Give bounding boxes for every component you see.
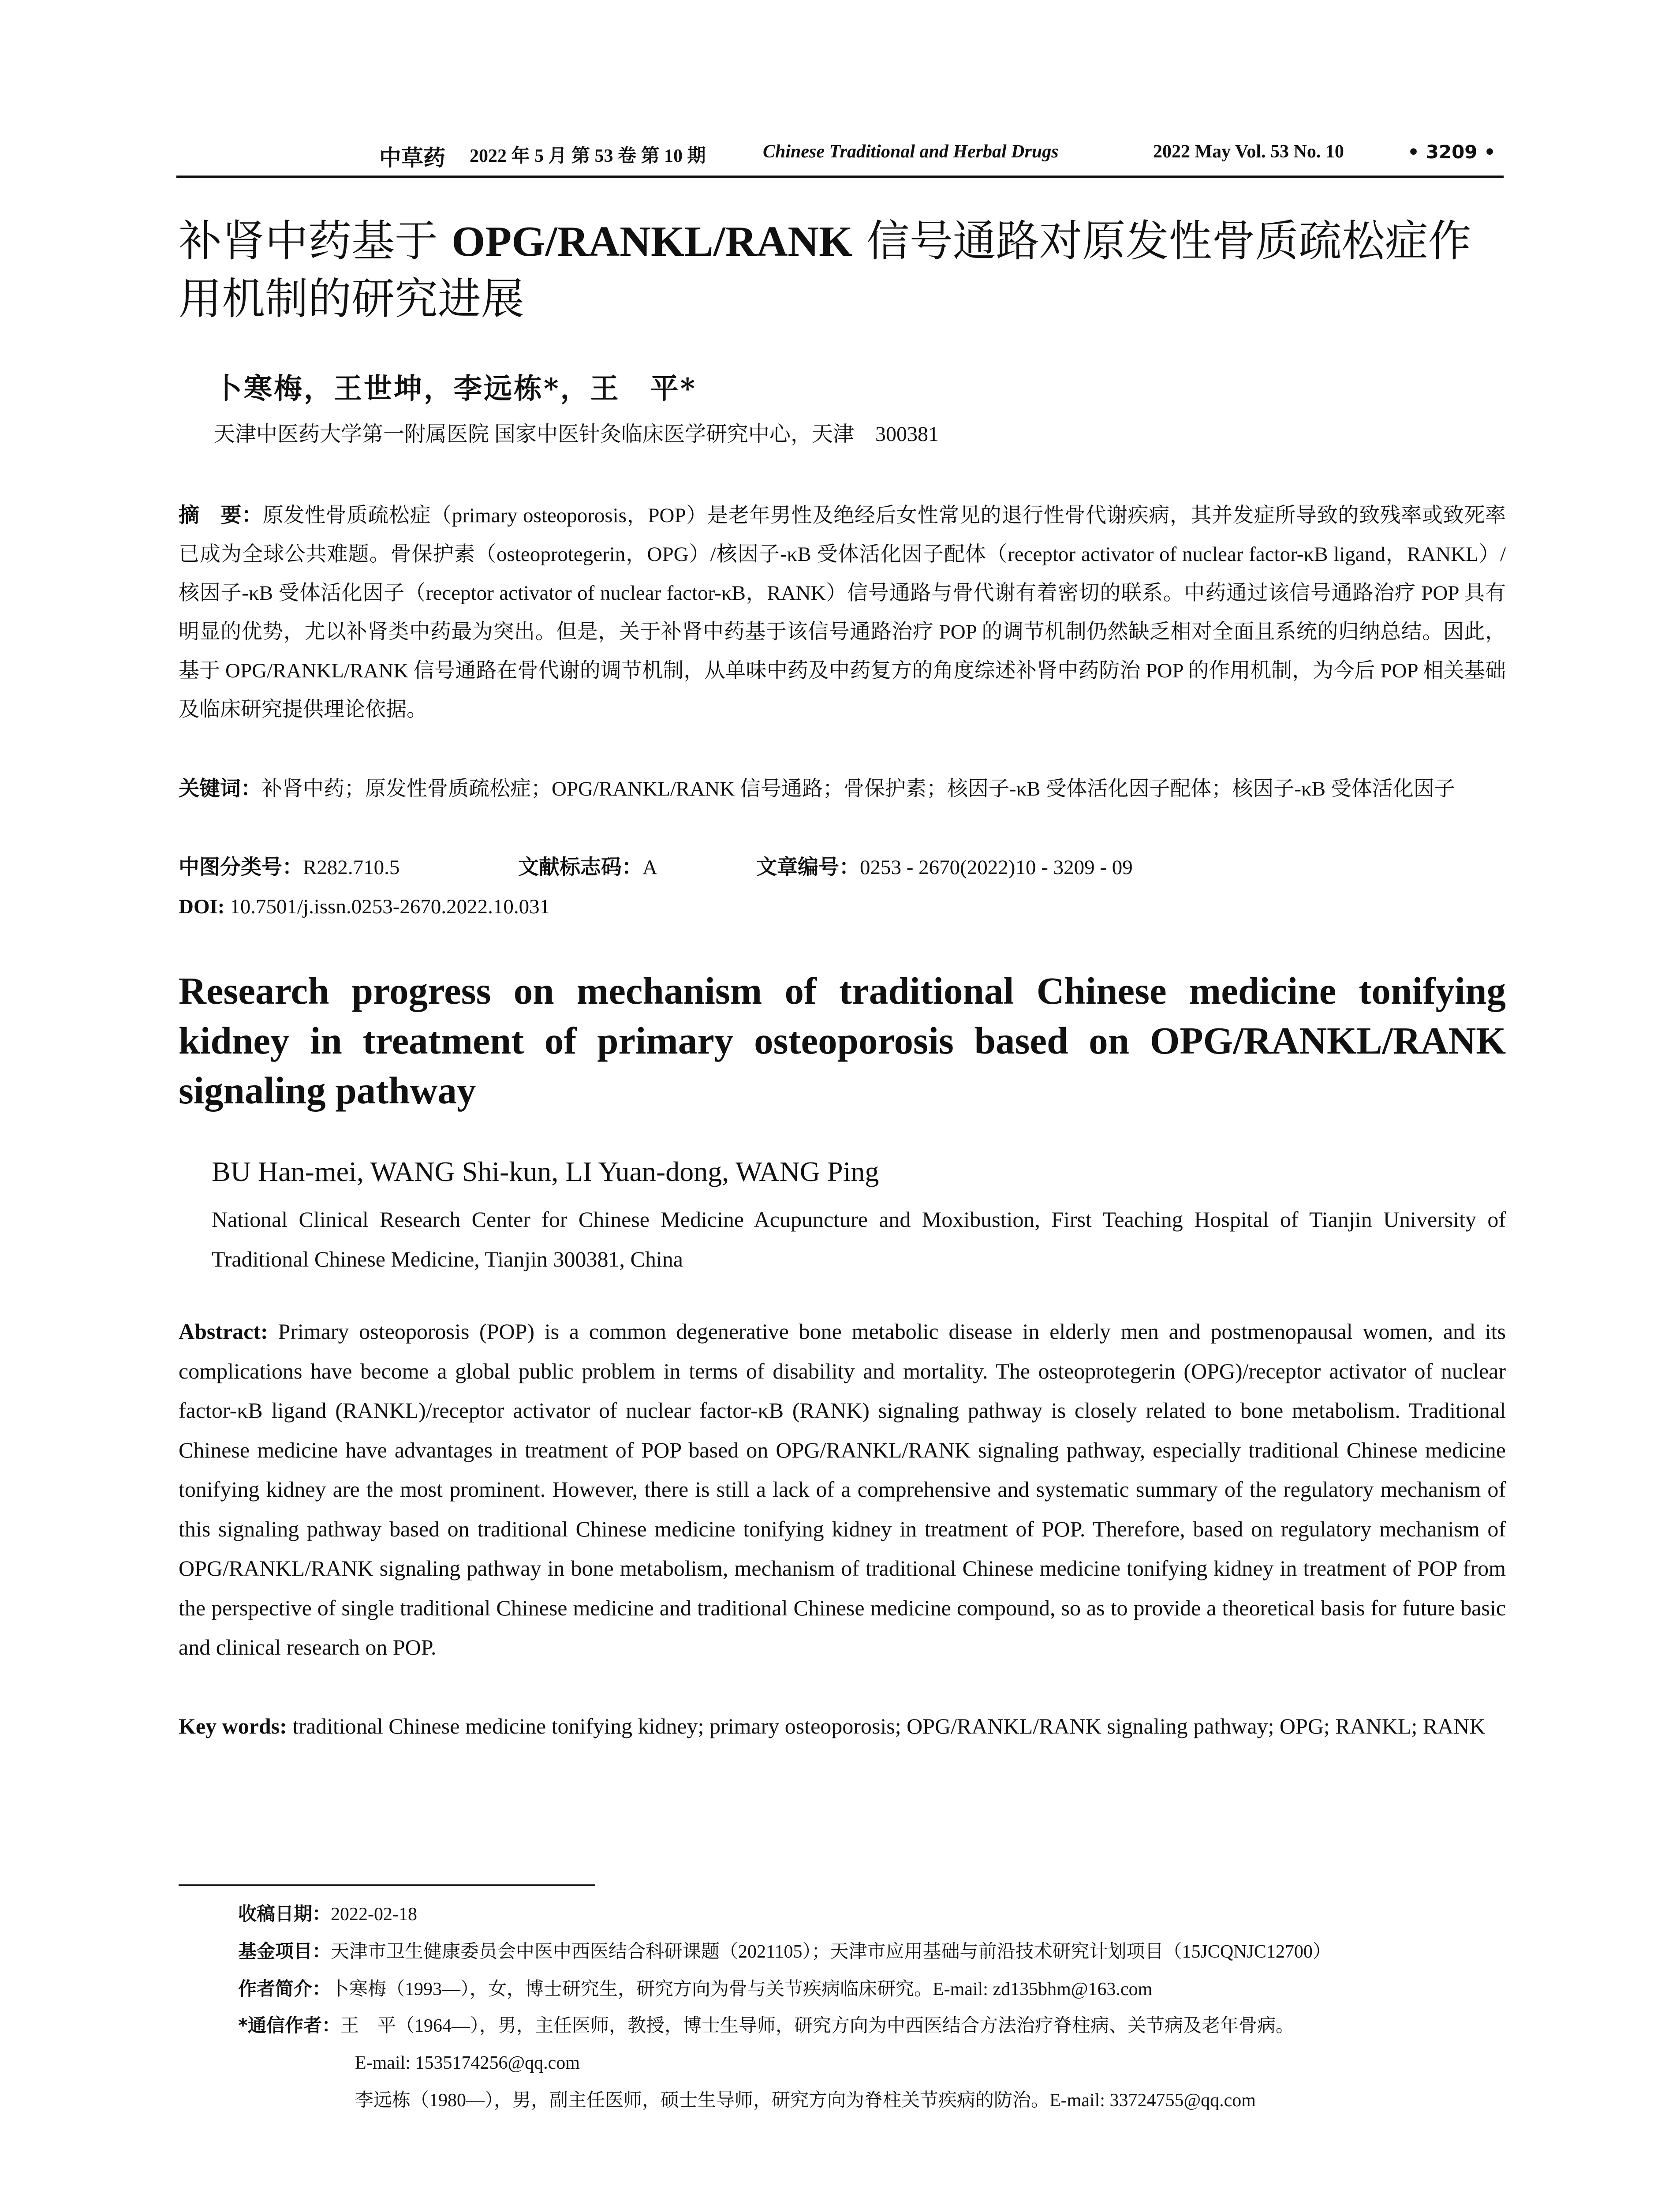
chinese-title xyxy=(179,213,1506,328)
chinese-keywords xyxy=(179,770,1506,808)
chinese-abstract xyxy=(179,496,1506,729)
document-code-label: 文献标志码： xyxy=(518,855,642,879)
doi-label: DOI: xyxy=(179,895,225,918)
funding-label: 基金项目： xyxy=(238,1940,331,1962)
running-header xyxy=(176,140,1504,178)
corresponding-author-value: 王 平（1964—），男，主任医师，教授，博士生导师，研究方向为中西医结合方法治疗脊柱病、关节病及老年骨病。 xyxy=(340,2016,1294,2036)
clc-value: R282.710.5 xyxy=(303,856,400,879)
chinese-title-prefix: 补肾中药基于 xyxy=(179,216,438,266)
corresponding-author-email: E-mail: 1535174256@qq.com xyxy=(355,2053,580,2073)
doi-line xyxy=(179,887,1506,926)
issue-info-cn: 2022 年 5 月 第 53 卷 第 10 期 xyxy=(470,146,706,166)
footnote-divider xyxy=(179,1884,595,1886)
chinese-abstract-label: 摘 要： xyxy=(179,503,263,527)
page-number: • 3209 • xyxy=(1407,141,1496,163)
author-bio-label: 作者简介： xyxy=(238,1978,331,1999)
corresponding-author-label: *通信作者： xyxy=(238,2014,340,2036)
journal-name-en: Chinese Traditional and Herbal Drugs xyxy=(763,142,1059,162)
english-abstract-text: Primary osteoporosis (POP) is a common degenerative bone metabolic disease in elderly men and postmenopausal women, and its complications have become a global public problem in terms of disability and mortality. The osteoprotegerin (OPG)/receptor activator of nuclear factor-κB ligand (RANKL)/receptor activator of nuclear factor-κB (RANK) signaling pathway is closely related to bone metabolism. Traditional Chinese medicine have advantages in treatment of POP based on OPG/RANKL/RANK signaling pathway, especially traditional Chinese medicine tonifying kidney are the most prominent. However, there is still a lack of a comprehensive and systematic summary of the regulatory mechanism of this signaling pathway based on traditional Chinese medicine tonifying kidney in treatment of POP. Therefore, based on regulatory mechanism of OPG/RANKL/RANK signaling pathway in bone metabolism, mechanism of traditional Chinese medicine tonifying kidney in treatment of POP from the perspective of single traditional Chinese medicine and traditional Chinese medicine compound, so as to provide a theoretical basis for future basic and clinical research on POP. xyxy=(179,1319,1506,1659)
clc-label: 中图分类号： xyxy=(179,855,303,879)
chinese-title-suffix: 信号通路对原发性骨质疏松症作用机制的研究进展 xyxy=(179,216,1471,324)
chinese-abstract-text: 原发性骨质疏松症（primary osteoporosis，POP）是老年男性及绝经后女性常见的退行性骨代谢疾病，其并发症所导致的致残率或致死率已成为全球公共难题。骨保护素（osteoprotegerin，OPG）/核因子-κB 受体活化因子配体（receptor activator of nuclear factor-κB ligand，RANKL）/核因子-κB 受体活化因子（receptor activator of nuclear factor-κB，RANK）信号通路与骨代谢有着密切的联系。中药通过该信号通路治疗 POP 具有明显的优势，尤以补肾类中药最为突出。但是，关于补肾中药基于该信号通路治疗 POP 的调节机制仍然缺乏相对全面且系统的归纳总结。因此，基于 OPG/RANKL/RANK 信号通路在骨代谢的调节机制，从单味中药及中药复方的角度综述补肾中药防治 POP 的作用机制，为今后 POP 相关基础及临床研究提供理论依据。 xyxy=(179,504,1506,721)
funding-value: 天津市卫生健康委员会中医中西医结合科研课题（2021105）；天津市应用基础与前沿技术研究计划项目（15JCQNJC12700） xyxy=(331,1942,1331,1962)
english-title: Research progress on mechanism of traditional Chinese medicine tonifying kidney in treatment of primary osteoporosis based on OPG/RANKL/RANK signaling pathway xyxy=(179,969,1506,1112)
received-date xyxy=(238,1901,417,1928)
english-keywords xyxy=(179,1707,1506,1746)
document-code-field xyxy=(518,848,756,887)
chinese-affiliation: 天津中医药大学第一附属医院 国家中医针灸临床医学研究中心，天津 300381 xyxy=(214,422,939,446)
received-date-label: 收稿日期： xyxy=(238,1903,331,1925)
chinese-authors: 卜寒梅，王世坤，李远栋*，王 平* xyxy=(214,372,697,405)
clc-field xyxy=(179,848,518,887)
author-bio-value: 卜寒梅（1993—），女，博士研究生，研究方向为骨与关节疾病临床研究。E-mail: zd135bhm@163.com xyxy=(331,1979,1153,1999)
english-keywords-label: Key words: xyxy=(179,1714,287,1738)
document-code-value: A xyxy=(642,856,657,879)
article-number-field xyxy=(756,848,1133,887)
english-abstract-label: Abstract: xyxy=(179,1319,268,1344)
article-number-label: 文章编号： xyxy=(756,855,860,879)
issue-info-en: 2022 May Vol. 53 No. 10 xyxy=(1153,142,1344,162)
article-number-value: 0253 - 2670(2022)10 - 3209 - 09 xyxy=(860,856,1133,879)
corresponding-author-note xyxy=(238,2012,1294,2039)
chinese-keywords-text: 补肾中药；原发性骨质疏松症；OPG/RANKL/RANK 信号通路；骨保护素；核因子-κB 受体活化因子配体；核因子-κB 受体活化因子 xyxy=(261,777,1455,800)
doi-value: 10.7501/j.issn.0253-2670.2022.10.031 xyxy=(230,895,550,918)
journal-name-cn: 中草药 xyxy=(379,145,445,171)
chinese-keywords-label: 关键词： xyxy=(179,777,261,801)
english-affiliation: National Clinical Research Center for Chinese Medicine Acupuncture and Moxibustion, First Teaching Hospital of Tianjin University of Traditional Chinese Medicine, Tianjin 300381, China xyxy=(212,1207,1506,1271)
received-date-value: 2022-02-18 xyxy=(331,1904,417,1925)
funding-note xyxy=(238,1938,1331,1965)
author-bio-note xyxy=(238,1976,1152,2003)
classification-line xyxy=(179,848,1506,887)
english-abstract xyxy=(179,1312,1506,1667)
second-corresponding-author: 李远栋（1980—），男，副主任医师，硕士生导师，研究方向为脊柱关节疾病的防治。E-mail: 33724755@qq.com xyxy=(355,2090,1256,2111)
english-authors: BU Han-mei, WANG Shi-kun, LI Yuan-dong, WANG Ping xyxy=(212,1156,879,1187)
chinese-title-pathway: OPG/RANKL/RANK xyxy=(452,218,853,265)
english-keywords-text: traditional Chinese medicine tonifying kidney; primary osteoporosis; OPG/RANKL/RANK signaling pathway; OPG; RANKL; RANK xyxy=(292,1714,1486,1738)
